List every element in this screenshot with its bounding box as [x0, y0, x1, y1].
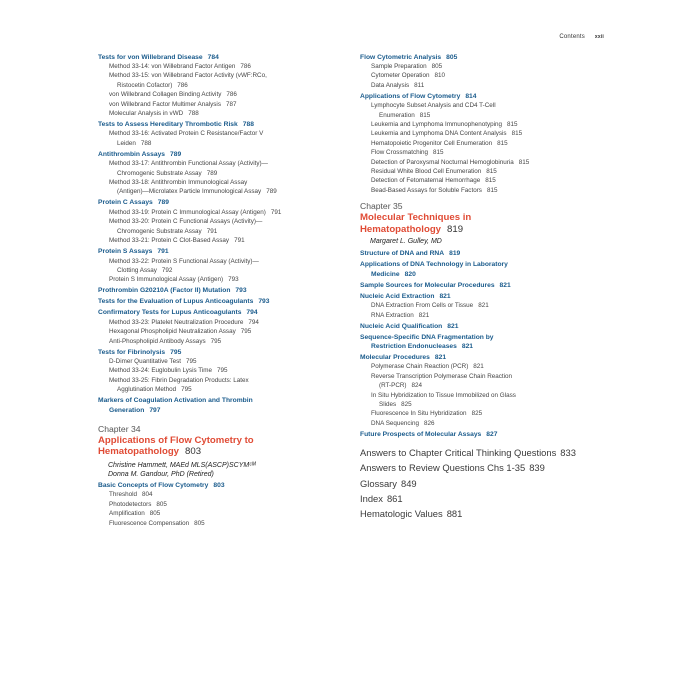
- chapter-title-cont: [98, 446, 340, 458]
- toc-entry[interactable]: [98, 376, 340, 385]
- entry-title: Tests to Assess Hereditary Thrombotic Risk: [98, 121, 238, 129]
- entry-title: Flow Cytometric Analysis: [360, 53, 442, 61]
- entry-title: Method 33-15: von Willebrand Factor Activity (vWF:RCo,: [109, 72, 267, 80]
- entry-title: Fluorescence Compensation: [109, 519, 190, 527]
- entry-title: Method 33-18: Antithrombin Immunological Assay: [109, 179, 248, 187]
- toc-entry[interactable]: [360, 81, 610, 90]
- entry-title: Structure of DNA and RNA: [360, 250, 445, 258]
- entry-page-number: 815: [486, 168, 497, 176]
- entry-title: Fluorescence In Situ Hybridization: [371, 410, 467, 418]
- entry-title: Tests for the Evaluation of Lupus Anticoagulants: [98, 298, 254, 306]
- chapter-35-heading: [360, 201, 610, 246]
- entry-title: Detection of Paroxysmal Nocturnal Hemoglobinuria: [371, 158, 514, 166]
- entry-title: Sample Sources for Molecular Procedures: [360, 281, 495, 289]
- entry-page-number: 795: [210, 337, 222, 345]
- toc-entry[interactable]: [98, 129, 340, 138]
- toc-entry[interactable]: [98, 337, 340, 346]
- toc-entry[interactable]: [98, 481, 340, 490]
- toc-entry[interactable]: [360, 430, 610, 439]
- entry-title: Cytometer Operation: [371, 72, 430, 80]
- toc-entry[interactable]: [360, 342, 610, 351]
- toc-entry[interactable]: [360, 186, 610, 195]
- toc-entry[interactable]: [360, 53, 610, 62]
- toc-entry[interactable]: [98, 327, 340, 336]
- entry-title: Markers of Coagulation Activation and Thrombin: [98, 397, 253, 405]
- entry-page-number: 815: [518, 158, 530, 166]
- entry-page-number: 821: [499, 281, 511, 289]
- entry-page-number: 792: [161, 266, 173, 274]
- entry-page-number: 791: [270, 208, 282, 216]
- entry-page-number: 811: [414, 81, 425, 89]
- author-1: Christine Hammett, MAEd MLS(ASCP)SCYMᶜᴹ: [108, 461, 256, 469]
- entry-title: Nucleic Acid Qualification: [360, 322, 443, 330]
- entry-page-number: 821: [461, 342, 474, 350]
- toc-entry[interactable]: [98, 227, 340, 236]
- entry-page-number: 849: [401, 477, 417, 489]
- entry-title: Antithrombin Assays: [98, 150, 166, 158]
- entry-page-number: 793: [258, 298, 270, 306]
- toc-entry[interactable]: [360, 311, 610, 320]
- entry-page-number: 805: [194, 519, 205, 527]
- entry-title: Future Prospects of Molecular Assays: [360, 430, 482, 438]
- entry-title: Method 33-20: Protein C Functional Assays (Activity)—: [109, 218, 263, 226]
- entry-page-number: 805: [446, 53, 458, 61]
- toc-entry[interactable]: [360, 129, 610, 138]
- toc-entry[interactable]: [360, 322, 610, 331]
- toc-entry[interactable]: [360, 292, 610, 301]
- toc-entry[interactable]: [98, 81, 340, 90]
- entry-title: Basic Concepts of Flow Cytometry: [98, 481, 209, 489]
- entry-title: Protein C Assays: [98, 199, 153, 207]
- toc-entry[interactable]: [98, 366, 340, 375]
- back-matter-entry[interactable]: [360, 460, 610, 475]
- entry-page-number: 839: [529, 462, 545, 474]
- entry-page-number: 805: [431, 63, 443, 70]
- chapter-35-entries: [360, 249, 610, 439]
- toc-entry[interactable]: [98, 266, 340, 275]
- entry-title: Detection of Fetomaternal Hemorrhage: [371, 177, 481, 185]
- back-matter-entry[interactable]: [360, 506, 610, 521]
- entry-title: In Situ Hybridization to Tissue Immobilized on Glass: [371, 391, 516, 399]
- entry-page-number: 789: [266, 188, 277, 196]
- toc-entry[interactable]: [360, 400, 610, 409]
- chapter-label: Chapter 35: [360, 201, 403, 212]
- entry-title: Enumeration: [379, 111, 415, 119]
- entry-page-number: 789: [157, 199, 169, 207]
- toc-entry[interactable]: [98, 247, 340, 256]
- entry-page-number: 794: [246, 309, 258, 317]
- entry-title: Agglutination Method: [117, 386, 177, 394]
- toc-entry[interactable]: [98, 236, 340, 245]
- toc-entry[interactable]: [360, 281, 610, 290]
- chapter-title-cont: [360, 224, 610, 236]
- entry-page-number: 815: [485, 177, 496, 185]
- entry-title: Flow Crossmatching: [371, 149, 429, 157]
- entry-title: Method 33-14: von Willebrand Factor Antigen: [109, 63, 236, 70]
- entry-page-number: 791: [206, 227, 218, 235]
- toc-entry[interactable]: [98, 406, 340, 415]
- toc-entry[interactable]: [98, 318, 340, 327]
- entry-title: Index: [360, 492, 383, 504]
- entry-title: Data Analysis: [371, 81, 410, 89]
- toc-entry[interactable]: [98, 396, 340, 405]
- entry-page-number: 797: [149, 406, 161, 414]
- toc-entry[interactable]: [98, 509, 340, 518]
- toc-entry[interactable]: [360, 353, 610, 362]
- entry-page-number: 821: [418, 311, 430, 319]
- author: Margaret L. Gulley, MD: [370, 238, 442, 246]
- entry-page-number: 794: [248, 318, 259, 326]
- toc-entry[interactable]: [360, 381, 610, 390]
- chapter-page-number: 803: [185, 446, 202, 458]
- toc-entry[interactable]: [360, 148, 610, 157]
- entry-page-number: 789: [170, 150, 182, 158]
- entry-title: Leukemia and Lymphoma DNA Content Analysis: [371, 130, 507, 138]
- entry-page-number: 821: [434, 353, 447, 361]
- entry-page-number: 820: [404, 270, 416, 278]
- toc-entry[interactable]: [98, 357, 340, 366]
- entry-page-number: 815: [497, 139, 508, 147]
- running-header: [559, 34, 604, 40]
- entry-page-number: 815: [486, 186, 498, 194]
- entry-title: Glossary: [360, 477, 397, 489]
- toc-entry[interactable]: [98, 187, 340, 196]
- toc-entry[interactable]: [98, 62, 340, 71]
- toc-entry[interactable]: [98, 286, 340, 295]
- entry-page-number: 788: [242, 121, 254, 129]
- chapter-title: [98, 435, 340, 447]
- toc-entry[interactable]: [360, 249, 610, 258]
- entry-title: Lymphocyte Subset Analysis and CD4 T-Cell: [371, 102, 496, 110]
- entry-page-number: 815: [433, 149, 444, 157]
- entry-page-number: 821: [447, 322, 459, 330]
- toc-entry[interactable]: [98, 90, 340, 99]
- toc-entry[interactable]: [98, 150, 340, 159]
- back-matter: [360, 445, 610, 521]
- toc-entry[interactable]: [360, 158, 610, 167]
- entry-page-number: 795: [217, 367, 228, 375]
- entry-title: Method 33-24: Euglobulin Lysis Time: [109, 367, 213, 375]
- entry-title: Protein S Assays: [98, 248, 153, 256]
- toc-entry[interactable]: [98, 490, 340, 499]
- entry-title: Slides: [379, 400, 397, 408]
- entry-title: Threshold: [109, 491, 138, 499]
- entry-title: (RT-PCR): [379, 382, 407, 390]
- toc-entry[interactable]: [98, 53, 340, 62]
- entry-page-number: 805: [149, 510, 161, 518]
- entry-title: Hematologic Values: [360, 507, 443, 519]
- entry-page-number: 786: [177, 81, 188, 89]
- toc-entry[interactable]: [98, 169, 340, 178]
- toc-entry[interactable]: [98, 178, 340, 187]
- entry-title: Bead-Based Assays for Soluble Factors: [371, 186, 482, 194]
- entry-title: Chromogenic Substrate Assay: [117, 227, 202, 235]
- toc-entry[interactable]: [360, 71, 610, 80]
- entry-title: Method 33-19: Protein C Immunological Assay (Antigen): [109, 208, 266, 216]
- toc-entry[interactable]: [360, 419, 610, 428]
- entry-title: Clotting Assay: [117, 266, 157, 274]
- entry-title: Method 33-22: Protein S Functional Assay (Activity)—: [109, 257, 259, 265]
- left-column: [98, 51, 340, 528]
- entry-page-number: 795: [170, 348, 182, 356]
- entry-page-number: 833: [560, 447, 576, 459]
- entry-title: Method 33-23: Platelet Neutralization Procedure: [109, 318, 244, 326]
- toc-entry[interactable]: [98, 198, 340, 207]
- chapter-title-line1: Applications of Flow Cytometry to: [98, 434, 254, 446]
- entry-page-number: 803: [213, 481, 225, 489]
- back-matter-entry[interactable]: [360, 491, 610, 506]
- entry-title: Restriction Endonucleases: [371, 342, 457, 350]
- entry-title: Prothrombin G20210A (Factor II) Mutation: [98, 287, 231, 295]
- entry-page-number: 819: [449, 250, 461, 258]
- toc-entry[interactable]: [98, 159, 340, 168]
- entry-page-number: 826: [423, 419, 435, 427]
- entry-page-number: 793: [235, 287, 247, 295]
- toc-entry[interactable]: [360, 139, 610, 148]
- right-column: [360, 51, 610, 521]
- entry-title: Chromogenic Substrate Assay: [117, 169, 202, 177]
- toc-entry[interactable]: [98, 519, 340, 528]
- entry-title: Leiden: [117, 139, 136, 147]
- entry-page-number: 821: [478, 302, 489, 310]
- chapter-34-entries: [98, 481, 340, 528]
- entry-page-number: 805: [156, 500, 167, 508]
- toc-entry[interactable]: [360, 120, 610, 129]
- entry-page-number: 814: [465, 92, 477, 100]
- toc-entry[interactable]: [98, 385, 340, 394]
- entry-title: Answers to Review Questions Chs 1-35: [360, 462, 526, 474]
- entry-page-number: 786: [240, 63, 251, 70]
- entry-page-number: 787: [225, 100, 237, 108]
- entry-title: Ristocetin Cofactor): [117, 81, 173, 89]
- entry-title: DNA Extraction From Cells or Tissue: [371, 302, 474, 310]
- entry-page-number: 788: [140, 139, 152, 147]
- chapter-title: [360, 212, 610, 224]
- entry-title: Answers to Chapter Critical Thinking Questions: [360, 447, 557, 459]
- entry-title: D-Dimer Quantitative Test: [109, 357, 181, 365]
- entry-page-number: 795: [240, 328, 252, 336]
- toc-entry[interactable]: [98, 348, 340, 357]
- entry-page-number: 804: [142, 491, 153, 499]
- chapter-33-entries: [98, 53, 340, 415]
- entry-title: Applications of DNA Technology in Laboratory: [360, 261, 508, 269]
- entry-title: Tests for von Willebrand Disease: [98, 53, 203, 61]
- entry-title: Generation: [109, 406, 145, 414]
- entry-title: DNA Sequencing: [371, 419, 419, 427]
- entry-page-number: 793: [228, 276, 239, 284]
- entry-page-number: 824: [411, 382, 423, 390]
- entry-title: Confirmatory Tests for Lupus Anticoagulants: [98, 309, 242, 317]
- entry-title: Leukemia and Lymphoma Immunophenotyping: [371, 121, 503, 129]
- entry-title: Protein S Immunological Assay (Antigen): [109, 276, 224, 284]
- entry-title: Method 33-21: Protein C Clot-Based Assay: [109, 237, 230, 245]
- toc-entry[interactable]: [98, 297, 340, 306]
- toc-entry[interactable]: [360, 301, 610, 310]
- header-label: Contents: [559, 34, 585, 40]
- entry-title: Amplification: [109, 510, 145, 518]
- toc-entry[interactable]: [360, 391, 610, 400]
- chapter-label: Chapter 34: [98, 423, 141, 434]
- entry-title: Method 33-16: Activated Protein C Resistance/Factor V: [109, 130, 264, 138]
- entry-title: Reverse Transcription Polymerase Chain Reaction: [371, 372, 513, 380]
- toc-entry[interactable]: [98, 71, 340, 80]
- entry-page-number: 827: [486, 430, 498, 438]
- toc-entry[interactable]: [98, 217, 340, 226]
- entry-title: Molecular Analysis in vWD: [109, 110, 184, 118]
- toc-entry[interactable]: [360, 62, 610, 71]
- toc-entry[interactable]: [360, 260, 610, 269]
- toc-entry[interactable]: [98, 208, 340, 217]
- entry-title: Method 33-17: Antithrombin Functional Assay (Activity)—: [109, 160, 268, 168]
- entry-title: Polymerase Chain Reaction (PCR): [371, 363, 469, 371]
- entry-title: Photodetectors: [109, 500, 152, 508]
- entry-page-number: 825: [401, 400, 412, 408]
- entry-title: von Willebrand Collagen Binding Activity: [109, 91, 222, 99]
- author-2: Donna M. Gandour, PhD (Retired): [108, 470, 214, 478]
- entry-page-number: 786: [226, 91, 237, 99]
- entry-title: Method 33-25: Fibrin Degradation Products: Latex: [109, 376, 249, 384]
- toc-entry[interactable]: [360, 176, 610, 185]
- entry-page-number: 795: [185, 357, 197, 365]
- toc-entry[interactable]: [98, 500, 340, 509]
- toc-entry[interactable]: [98, 120, 340, 129]
- entry-page-number: 789: [206, 169, 218, 177]
- entry-page-number: 784: [207, 53, 219, 61]
- entry-title: Hexagonal Phospholipid Neutralization Assay: [109, 328, 236, 336]
- chapter-34-heading: [98, 424, 340, 479]
- entry-title: Anti-Phospholipid Antibody Assays: [109, 337, 206, 345]
- entry-page-number: 815: [507, 121, 518, 129]
- toc-entry[interactable]: [360, 362, 610, 371]
- entry-page-number: 861: [386, 492, 403, 504]
- toc-entry[interactable]: [360, 409, 610, 418]
- entry-page-number: 821: [473, 363, 484, 371]
- header-page-number: xxii: [594, 34, 604, 40]
- entry-page-number: 791: [234, 237, 245, 245]
- chapter-title-line1: Molecular Techniques in: [360, 212, 472, 224]
- toc-entry[interactable]: [98, 100, 340, 109]
- toc-entry[interactable]: [98, 275, 340, 284]
- entry-page-number: 815: [511, 130, 523, 138]
- toc-entry[interactable]: [360, 111, 610, 120]
- back-matter-entry[interactable]: [360, 476, 610, 491]
- toc-entry[interactable]: [360, 372, 610, 381]
- entry-title: Tests for Fibrinolysis: [98, 348, 166, 356]
- toc-entry[interactable]: [98, 308, 340, 317]
- entry-page-number: 815: [419, 111, 431, 119]
- toc-entry[interactable]: [98, 109, 340, 118]
- entry-title: Molecular Procedures: [360, 353, 430, 361]
- entry-page-number: 825: [471, 410, 483, 418]
- chapter-page-number: 819: [447, 223, 464, 235]
- toc-entry[interactable]: [360, 167, 610, 176]
- toc-entry[interactable]: [360, 270, 610, 279]
- toc-entry[interactable]: [360, 333, 610, 342]
- entry-title: Applications of Flow Cytometry: [360, 92, 461, 100]
- toc-entry[interactable]: [98, 139, 340, 148]
- entry-page-number: 795: [181, 386, 192, 394]
- entry-title: Sequence-Specific DNA Fragmentation by: [360, 333, 494, 341]
- back-matter-entry[interactable]: [360, 445, 610, 460]
- entry-title: (Antigen)—Microlatex Particle Immunological Assay: [117, 188, 262, 196]
- entry-page-number: 810: [434, 72, 445, 80]
- entry-title: Hematopoietic Progenitor Cell Enumeration: [371, 139, 493, 147]
- entry-title: Nucleic Acid Extraction: [360, 292, 435, 300]
- entry-page-number: 788: [188, 110, 199, 118]
- chapter-title-line2: Hematopathology: [360, 223, 442, 235]
- entry-title: Medicine: [371, 270, 400, 278]
- entry-page-number: 881: [446, 507, 463, 519]
- chapter-34-entries-cont: [360, 53, 610, 196]
- entry-title: Residual White Blood Cell Enumeration: [371, 168, 482, 176]
- entry-page-number: 791: [157, 248, 169, 256]
- entry-title: Sample Preparation: [371, 63, 427, 70]
- toc-entry[interactable]: [360, 92, 610, 101]
- chapter-title-line2: Hematopathology: [98, 446, 180, 458]
- entry-title: RNA Extraction: [371, 311, 414, 319]
- entry-page-number: 821: [439, 292, 451, 300]
- toc-entry[interactable]: [360, 101, 610, 110]
- entry-title: von Willebrand Factor Multimer Analysis: [109, 100, 221, 108]
- toc-entry[interactable]: [98, 257, 340, 266]
